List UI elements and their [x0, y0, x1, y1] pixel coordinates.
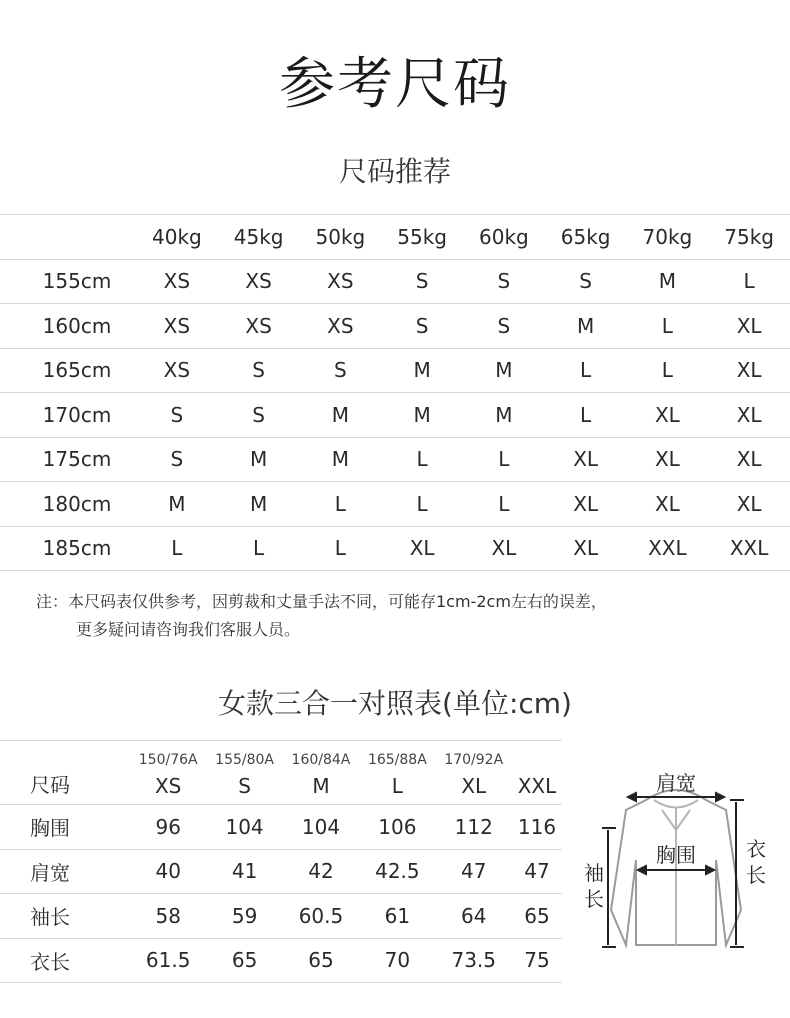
size-name: XXL [517, 774, 557, 798]
size-cell: XS [327, 269, 354, 294]
size-name: XS [154, 774, 182, 798]
size-name: XL [461, 774, 487, 798]
size-header [283, 741, 359, 805]
disclaimer-note [36, 588, 607, 644]
sleeve-label-1: 袖 [584, 861, 604, 885]
size-cell: M [658, 269, 676, 294]
size-cell: XL [654, 402, 680, 427]
size-cell: XS [163, 269, 191, 294]
measure-label: 胸围 [30, 816, 70, 841]
measure-cell: 116 [517, 814, 557, 839]
length-label-2: 长 [746, 863, 766, 887]
measure-cell: 40 [155, 859, 181, 884]
spec-label: 170/92A [444, 752, 504, 768]
size-label: 尺码 [30, 773, 70, 797]
weight-header: 75kg [724, 224, 774, 249]
spec-label: 160/84A [291, 752, 351, 768]
size-cell: M [168, 491, 186, 516]
measure-cell: 41 [231, 859, 258, 884]
measure-label: 肩宽 [30, 860, 70, 885]
size-header [512, 741, 562, 805]
measure-cell: 61.5 [145, 948, 191, 973]
table-row [0, 805, 562, 850]
table-row [0, 894, 562, 939]
measure-cell: 104 [301, 814, 341, 839]
size-cell: XL [736, 313, 762, 338]
height-label: 185cm [42, 536, 112, 561]
measure-cell: 75 [524, 948, 550, 973]
size-cell: L [416, 491, 428, 516]
size-name: S [238, 774, 251, 798]
spec-label: 165/88A [367, 752, 427, 768]
size-header [206, 741, 282, 805]
size-cell: S [334, 358, 347, 383]
size-cell: XL [654, 491, 680, 516]
measure-cell: 73.5 [451, 948, 497, 973]
size-cell: L [743, 269, 755, 294]
measure-cell: 65 [524, 903, 550, 928]
height-label: 175cm [42, 447, 112, 472]
size-cell: XL [573, 536, 599, 561]
size-cell: S [252, 402, 265, 427]
size-cell: XS [163, 313, 191, 338]
size-cell: M [413, 402, 431, 427]
size-cell: S [170, 402, 184, 427]
size-cell: XL [736, 358, 762, 383]
size-cell: S [497, 313, 511, 338]
measure-cell: 59 [231, 903, 258, 928]
weight-header: 65kg [560, 224, 611, 249]
size-cell: M [495, 402, 513, 427]
size-cell: L [171, 536, 183, 561]
measure-cell: 47 [524, 859, 550, 884]
size-cell: XL [491, 536, 517, 561]
measure-label: 袖长 [30, 905, 70, 930]
size-cell: S [252, 358, 265, 383]
size-cell: L [334, 491, 346, 516]
weight-header-row [0, 215, 790, 260]
height-label: 165cm [42, 358, 112, 383]
measure-cell: 42 [308, 859, 334, 884]
measure-label: 衣长 [30, 949, 70, 974]
measure-cell: 112 [454, 814, 493, 839]
size-cell: L [253, 536, 265, 561]
size-cell: XS [327, 313, 354, 338]
length-measure-arrow [730, 800, 744, 947]
size-recommend-table [0, 214, 790, 571]
measure-cell: 104 [225, 814, 264, 839]
size-header-row [0, 741, 562, 805]
women-size-table [0, 740, 562, 983]
measure-cell: 65 [308, 948, 334, 973]
size-header [436, 741, 512, 805]
size-cell: M [249, 447, 268, 472]
jacket-outline [611, 790, 741, 945]
length-label-1: 衣 [746, 837, 766, 861]
size-cell: XL [654, 447, 680, 472]
size-cell: XXL [648, 536, 687, 561]
measure-cell: 65 [231, 948, 258, 973]
measure-cell: 96 [155, 814, 181, 839]
size-name: M [312, 774, 330, 798]
corner-cell [0, 215, 136, 260]
weight-header: 45kg [233, 224, 284, 249]
size-cell: M [413, 358, 431, 383]
weight-header: 70kg [642, 224, 693, 249]
size-cell: M [249, 491, 268, 516]
height-label: 170cm [42, 402, 112, 427]
size-header [359, 741, 435, 805]
size-cell: L [661, 313, 673, 338]
table-row [0, 437, 790, 482]
measure-cell: 64 [461, 903, 487, 928]
size-cell: M [495, 358, 513, 383]
size-cell: L [498, 491, 510, 516]
measure-cell: 70 [384, 948, 411, 973]
size-cell: L [580, 402, 592, 427]
height-label: 160cm [42, 313, 112, 338]
size-cell: S [497, 269, 511, 294]
weight-header: 40kg [152, 224, 202, 249]
table-row [0, 348, 790, 393]
table-row [0, 526, 790, 571]
note-line-1: 注：本尺码表仅供参考，因剪裁和丈量手法不同，可能存1cm-2cm左右的误差， [36, 592, 607, 611]
size-cell: S [579, 269, 592, 294]
weight-header: 50kg [315, 224, 366, 249]
measure-cell: 47 [461, 859, 487, 884]
size-cell: XS [245, 269, 272, 294]
size-cell: XL [736, 447, 762, 472]
size-cell: M [331, 447, 349, 472]
size-cell: XL [409, 536, 435, 561]
size-cell: L [416, 447, 428, 472]
size-cell: XS [163, 358, 191, 383]
table-row [0, 482, 790, 527]
measure-cell: 60.5 [298, 903, 344, 928]
size-name: L [391, 774, 403, 798]
height-label: 155cm [42, 269, 112, 294]
size-cell: XL [736, 491, 762, 516]
size-cell: XXL [729, 536, 769, 561]
sleeve-label-2: 长 [584, 887, 604, 911]
size-cell: XL [573, 491, 599, 516]
recommend-title: 尺码推荐 [338, 155, 451, 188]
size-header [130, 741, 206, 805]
table-row [0, 938, 562, 983]
size-cell: S [415, 269, 429, 294]
spec-label: 150/76A [138, 752, 198, 768]
measure-cell: 42.5 [375, 859, 420, 884]
spec-label: 155/80A [215, 752, 274, 768]
table-row [0, 259, 790, 304]
size-cell: M [331, 402, 349, 427]
women-table-title: 女款三合一对照表(单位:cm) [218, 687, 572, 720]
weight-header: 55kg [397, 224, 447, 249]
table-row [0, 393, 790, 438]
size-cell: XL [573, 447, 599, 472]
measure-cell: 106 [378, 814, 417, 839]
size-cell: M [576, 313, 595, 338]
size-cell: L [580, 358, 592, 383]
measure-cell: 61 [384, 903, 411, 928]
size-cell: L [498, 447, 510, 472]
size-cell: L [661, 358, 673, 383]
chest-label: 胸围 [656, 843, 696, 867]
shoulder-label: 肩宽 [656, 771, 696, 795]
height-label: 180cm [42, 491, 112, 516]
page-title: 参考尺码 [279, 52, 511, 117]
note-line-2: 更多疑问请咨询我们客服人员。 [76, 620, 301, 639]
table-row [0, 304, 790, 349]
size-cell: XS [245, 313, 272, 338]
table-row [0, 849, 562, 894]
jacket-measure-diagram [576, 760, 776, 960]
size-cell: S [415, 313, 429, 338]
size-cell: S [170, 447, 184, 472]
size-cell: L [334, 536, 346, 561]
weight-header: 60kg [479, 224, 529, 249]
size-cell: XL [736, 402, 762, 427]
measure-cell: 58 [155, 903, 181, 928]
